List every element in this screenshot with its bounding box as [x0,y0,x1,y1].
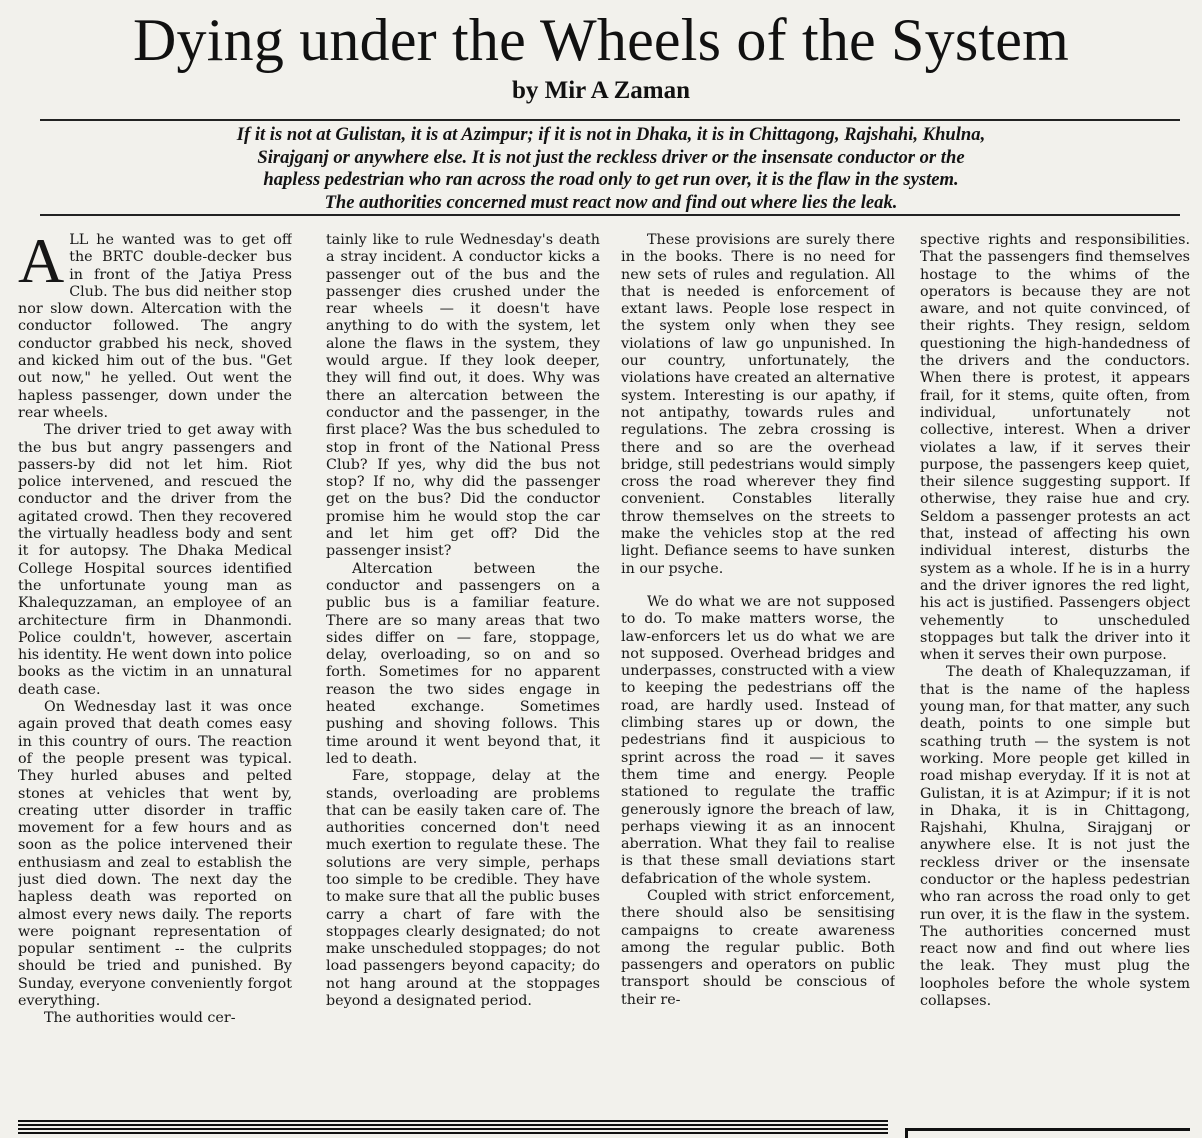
paragraph: Fare, stoppage, delay at the stands, overloading are problems that can be easily taken care of. The authorities concerned don't need much exertion to regulate these. The solutions are very simple, perhaps too simple to be credible. They have to make sure that all the public buses carry a chart of fare with the stoppages clearly designated; do not make unscheduled stoppages; do not load passengers beyond capacity; do not hang around at the stoppages beyond a designated period. [326,768,600,1010]
deck-line: hapless pedestrian who ran across the road only to get run over, it is the flaw in the system. [263,169,959,190]
deck-line: Sirajganj or anywhere else. It is not just the reckless driver or the insensate conductor or the [257,146,965,168]
drop-cap: A [18,232,65,296]
page-bottom-edge [0,1118,1202,1138]
deck-bottom-rule [40,214,1180,216]
headline: Dying under the Wheels of the System [133,7,1069,73]
column-2 [326,232,600,1108]
column-3 [621,232,895,1108]
paragraph: Altercation between the conductor and passengers on a public bus is a familiar feature. There are so many areas that two sides differ on — fare, stoppage, delay, overloading, so on and so forth. Sometimes for no apparent reason the two sides engage in heated exchange. Sometimes pushing and shoving follows. This time around it went beyond that, it led to death. [326,560,600,767]
paragraph: On Wednesday last it was once again proved that death comes easy in this country of ours. The reaction of the people present was typical. They hurled abuses and pelted stones at vehicles that went by, creating utter disorder in traffic movement for a few hours and as soon as the police intervened their enthusiasm and zeal to establish the just died down. The next day the hapless death was reported on almost every news daily. The reports were poignant representation of popular sentiment -- the culprits should be tried and punished. By Sunday, everyone conveniently forgot everything. [18,699,292,1010]
deck-line: If it is not at Gulistan, it is at Azimpur; if it is not in Dhaka, it is in Chittagong, Rajshahi, Khulna, [236,124,986,145]
paragraph: tainly like to rule Wednesday's death a stray incident. A conductor kicks a passenger out of the bus and the passenger dies crushed under the rear wheels — it doesn't have anything to do with the system, let alone the flaws in the system, they would argue. If they look deeper, they will find out, it does. Why was there an altercation between the conductor and the passenger, in the first place? Was the bus scheduled to stop in front of the National Press Club? If yes, why did the bus not stop? If no, why did the passenger get on the bus? Did the conductor promise him he would stop the car and let him get off? Did the passenger insist? [326,232,600,560]
paragraph: LL he wanted was to get off the BRTC double-decker bus in front of the Jatiya Press Club. The bus did neither stop nor slow down. Altercation with the conductor followed. The angry conductor grabbed his neck, shoved and kicked him out of the bus. "Get out now," he yelled. Out went the hapless passenger, down under the rear wheels. [18,232,292,421]
paragraph: The death of Khalequzzaman, if that is the name of the hapless young man, for that matter, any such death, points to one simple but scathing truth — the system is not working. More people get killed in road mishap everyday. If it is not at Gulistan, it is at Azimpur; if it is not in Dhaka, it is in Chittagong, Rajshahi, Khulna, Sirajganj or anywhere else. It is not just the reckless driver or the insensate conductor or the hapless pedestrian who ran across the road only to get run over, it is the flaw in the system. The authorities concerned must react now and find out where lies the leak. They must plug the loopholes before the whole system collapses. [920,664,1190,1010]
paragraph: Coupled with strict enforcement, there should also be sensitising campaigns to create awareness among the regular public. Both passengers and operators on public transport should be conscious of their re- [621,887,895,1008]
deck [48,124,1174,214]
deck-line: The authorities concerned must react now and find out where lies the leak. [324,191,898,213]
column-1 [18,232,292,1108]
paragraph: The driver tried to get away with the bus but angry passengers and passers-by did not let him. Riot police intervened, and rescued the conductor and the driver from the agitated crowd. Then they recovered the virtually headless body and sent it for autopsy. The Dhaka Medical College Hospital sources identified the unfortunate young man as Khalequzzaman, an employee of an architecture firm in Dhanmondi. Police couldn't, however, ascertain his identity. He went down into police books as the victim in an unnatural death case. [18,422,292,698]
bottom-rule-lines [18,1120,888,1134]
bottom-box-corner [905,1128,1190,1138]
paragraph: spective rights and responsibilities. That the passengers find themselves hostage to the whims of the operators is because they are not aware, and not quite convinced, of their rights. They resign, seldom questioning the high-handedness of the drivers and the conductors. When there is protest, it appears frail, for it stems, quite often, from individual, unfortunately not collective, interest. When a driver violates a law, if it serves their purpose, the passengers keep quiet, their silence suggesting support. If otherwise, they raise hue and cry. Seldom a passenger protests an act that, instead of affecting his own individual interest, disturbs the system as a whole. If he is in a hurry and the driver ignores the red light, his act is justified. Passengers object vehemently to unscheduled stoppages but talk the driver into it when it serves their own purpose. [920,232,1190,664]
deck-top-rule [40,119,1180,121]
byline: by Mir A Zaman [511,77,691,104]
paragraph: The authorities would cer- [44,1010,236,1027]
paragraph: We do what we are not supposed to do. To make matters worse, the law-enforcers let us do what we are not supposed. Overhead bridges and underpasses, constructed with a view to keeping the pedestrians off the road, are hardly used. Instead of climbing stares up or down, the pedestrians find it auspicious to sprint across the road — it saves them time and energy. People stationed to regulate the traffic generously ignore the breach of law, perhaps viewing it as an innocent aberration. What they fail to realise is that these small deviations start defabrication of the whole system. [621,593,895,887]
paragraph: These provisions are surely there in the books. There is no need for new sets of rules and regulation. All that is needed is enforcement of extant laws. People lose respect in the system only when they see violations of law go unpunished. In our country, unfortunately, the violations have created an alternative system. Interesting is our apathy, if not antipathy, towards rules and regulations. The zebra crossing is there and so are the overhead bridge, still pedestrians would simply cross the road wherever they find convenient. Constables literally throw themselves on the streets to make the vehicles stop at the red light. Defiance seems to have sunken in our psyche. [621,232,895,577]
column-4 [920,232,1190,1108]
